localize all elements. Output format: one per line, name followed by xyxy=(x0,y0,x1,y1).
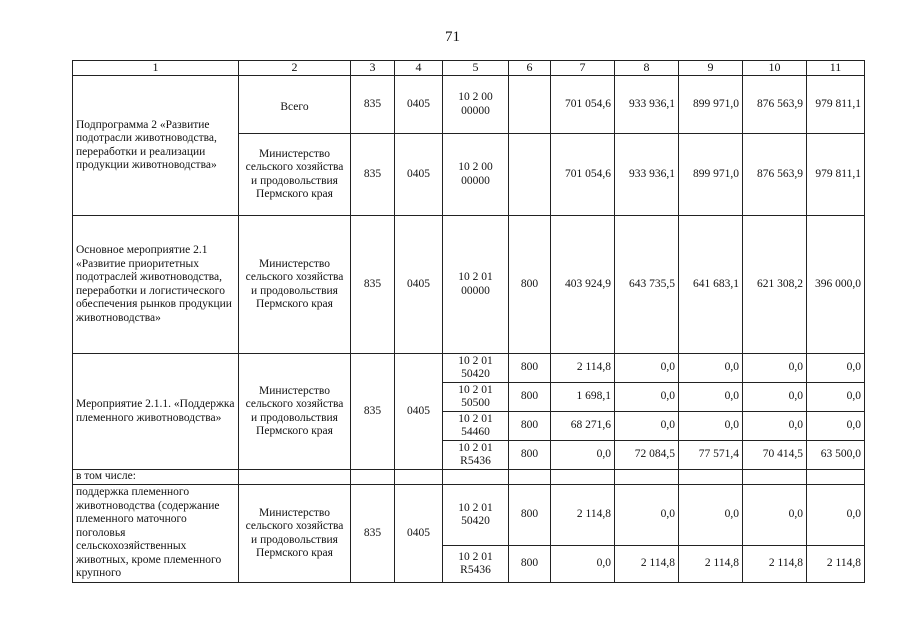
value-cell: 899 971,0 xyxy=(679,76,743,134)
executor-cell: Министерство сельского хозяйства и продовольствия Пермского края xyxy=(239,216,351,354)
rzpr-cell: 0405 xyxy=(395,216,443,354)
value-cell: 0,0 xyxy=(807,412,865,441)
value-cell: 899 971,0 xyxy=(679,134,743,216)
value-cell: 933 936,1 xyxy=(615,76,679,134)
value-cell: 0,0 xyxy=(807,354,865,383)
csr-cell: 10 2 01 50420 xyxy=(443,354,509,383)
value-cell: 1 698,1 xyxy=(551,383,615,412)
table-row xyxy=(73,76,865,134)
main-activity-name: Основное мероприятие 2.1 «Развитие приоритетных подотраслей животноводства, переработки и логистического обеспечения рынков продукции животноводства» xyxy=(73,216,239,354)
vr-cell xyxy=(509,76,551,134)
value-cell: 396 000,0 xyxy=(807,216,865,354)
csr-cell: 10 2 01 R5436 xyxy=(443,546,509,583)
grbs-cell: 835 xyxy=(351,76,395,134)
value-cell: 621 308,2 xyxy=(743,216,807,354)
value-cell: 0,0 xyxy=(551,441,615,470)
vr-cell: 800 xyxy=(509,546,551,583)
grbs-cell: 835 xyxy=(351,485,395,583)
page-number: 71 xyxy=(445,29,460,45)
rzpr-cell: 0405 xyxy=(395,134,443,216)
value-cell: 701 054,6 xyxy=(551,76,615,134)
value-cell: 0,0 xyxy=(679,412,743,441)
executor-cell: Всего xyxy=(239,76,351,134)
subprogram-name: Подпрограмма 2 «Развитие подотрасли животноводства, переработки и реализации продукции животноводства» xyxy=(73,76,239,216)
sub-item-name: поддержка племенного животноводства (содержание племенного маточного поголовья сельскохозяйственных животных, кроме племенного крупного xyxy=(73,485,239,583)
value-cell: 643 735,5 xyxy=(615,216,679,354)
header-cell: 11 xyxy=(807,61,865,76)
value-cell: 72 084,5 xyxy=(615,441,679,470)
value-cell: 979 811,1 xyxy=(807,134,865,216)
value-cell: 0,0 xyxy=(743,485,807,546)
header-cell: 6 xyxy=(509,61,551,76)
vr-cell xyxy=(509,134,551,216)
value-cell: 2 114,8 xyxy=(743,546,807,583)
header-cell: 7 xyxy=(551,61,615,76)
csr-cell: 10 2 01 54460 xyxy=(443,412,509,441)
value-cell: 2 114,8 xyxy=(551,354,615,383)
table-row xyxy=(73,470,865,485)
value-cell: 2 114,8 xyxy=(807,546,865,583)
executor-cell: Министерство сельского хозяйства и продовольствия Пермского края xyxy=(239,354,351,470)
rzpr-cell: 0405 xyxy=(395,485,443,583)
csr-cell: 10 2 00 00000 xyxy=(443,134,509,216)
vr-cell: 800 xyxy=(509,354,551,383)
value-cell: 0,0 xyxy=(743,412,807,441)
table-row xyxy=(73,485,865,546)
csr-cell: 10 2 01 50420 xyxy=(443,485,509,546)
vr-cell: 800 xyxy=(509,412,551,441)
value-cell: 701 054,6 xyxy=(551,134,615,216)
vr-cell: 800 xyxy=(509,383,551,412)
grbs-cell: 835 xyxy=(351,216,395,354)
header-cell: 10 xyxy=(743,61,807,76)
value-cell: 2 114,8 xyxy=(679,546,743,583)
value-cell: 63 500,0 xyxy=(807,441,865,470)
value-cell: 0,0 xyxy=(615,383,679,412)
header-row xyxy=(73,61,865,76)
csr-cell: 10 2 01 50500 xyxy=(443,383,509,412)
budget-table xyxy=(72,60,865,583)
header-cell: 2 xyxy=(239,61,351,76)
value-cell: 2 114,8 xyxy=(551,485,615,546)
including-label: в том числе: xyxy=(73,470,239,485)
vr-cell: 800 xyxy=(509,216,551,354)
value-cell: 876 563,9 xyxy=(743,134,807,216)
executor-cell: Министерство сельского хозяйства и продовольствия Пермского края xyxy=(239,485,351,583)
header-cell: 5 xyxy=(443,61,509,76)
header-cell: 3 xyxy=(351,61,395,76)
value-cell: 0,0 xyxy=(679,485,743,546)
csr-cell: 10 2 01 R5436 xyxy=(443,441,509,470)
header-cell: 1 xyxy=(73,61,239,76)
vr-cell: 800 xyxy=(509,485,551,546)
rzpr-cell: 0405 xyxy=(395,76,443,134)
csr-cell: 10 2 01 00000 xyxy=(443,216,509,354)
value-cell: 0,0 xyxy=(679,354,743,383)
header-cell: 9 xyxy=(679,61,743,76)
value-cell: 70 414,5 xyxy=(743,441,807,470)
value-cell: 0,0 xyxy=(743,354,807,383)
value-cell: 0,0 xyxy=(551,546,615,583)
rzpr-cell: 0405 xyxy=(395,354,443,470)
value-cell: 77 571,4 xyxy=(679,441,743,470)
value-cell: 0,0 xyxy=(807,383,865,412)
value-cell: 0,0 xyxy=(615,485,679,546)
value-cell: 403 924,9 xyxy=(551,216,615,354)
grbs-cell: 835 xyxy=(351,134,395,216)
header-cell: 4 xyxy=(395,61,443,76)
value-cell: 876 563,9 xyxy=(743,76,807,134)
table-row xyxy=(73,354,865,383)
value-cell: 0,0 xyxy=(743,383,807,412)
vr-cell: 800 xyxy=(509,441,551,470)
value-cell: 0,0 xyxy=(807,485,865,546)
value-cell: 2 114,8 xyxy=(615,546,679,583)
header-cell: 8 xyxy=(615,61,679,76)
grbs-cell: 835 xyxy=(351,354,395,470)
value-cell: 0,0 xyxy=(615,412,679,441)
value-cell: 0,0 xyxy=(615,354,679,383)
value-cell: 68 271,6 xyxy=(551,412,615,441)
value-cell: 933 936,1 xyxy=(615,134,679,216)
table-row xyxy=(73,216,865,354)
value-cell: 641 683,1 xyxy=(679,216,743,354)
csr-cell: 10 2 00 00000 xyxy=(443,76,509,134)
value-cell: 979 811,1 xyxy=(807,76,865,134)
executor-cell: Министерство сельского хозяйства и продовольствия Пермского края xyxy=(239,134,351,216)
value-cell: 0,0 xyxy=(679,383,743,412)
activity-name: Мероприятие 2.1.1. «Поддержка племенного животноводства» xyxy=(73,354,239,470)
